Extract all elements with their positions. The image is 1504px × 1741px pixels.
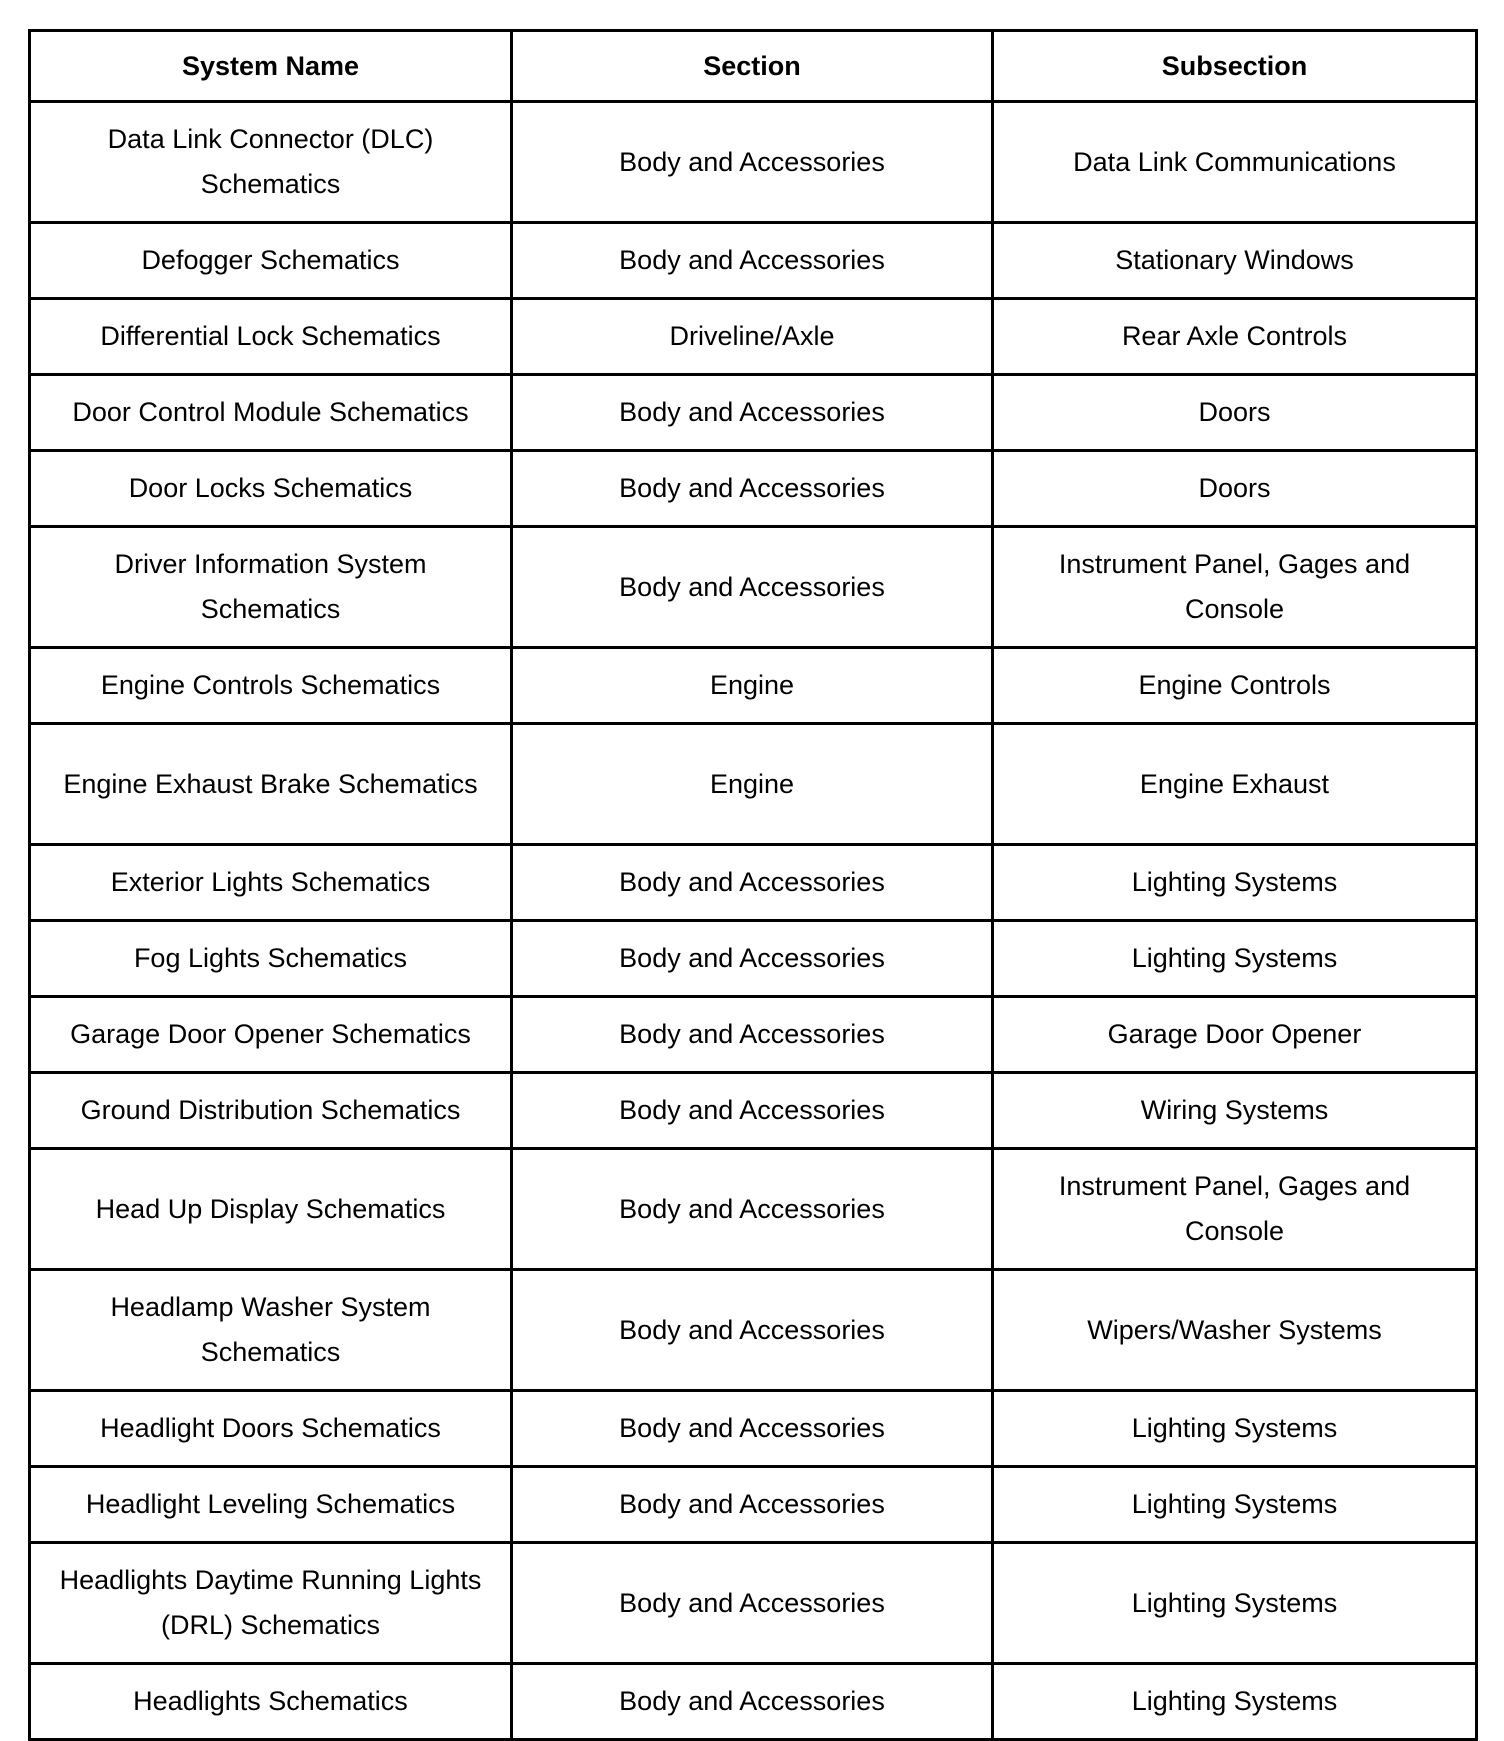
cell-subsection: Doors (993, 451, 1477, 527)
cell-section: Body and Accessories (512, 1664, 993, 1740)
cell-section: Body and Accessories (512, 1270, 993, 1391)
cell-subsection: Engine Exhaust (993, 724, 1477, 845)
table-row (30, 1467, 1477, 1543)
cell-subsection: Doors (993, 375, 1477, 451)
table-row (30, 648, 1477, 724)
cell-section: Body and Accessories (512, 1149, 993, 1270)
cell-section: Body and Accessories (512, 451, 993, 527)
cell-system-name: Head Up Display Schematics (30, 1149, 512, 1270)
cell-subsection: Instrument Panel, Gages and Console (993, 527, 1477, 648)
cell-subsection: Stationary Windows (993, 223, 1477, 299)
cell-section: Engine (512, 724, 993, 845)
table-body (30, 102, 1477, 1740)
cell-section: Body and Accessories (512, 1543, 993, 1664)
cell-section: Driveline/Axle (512, 299, 993, 375)
cell-system-name: Ground Distribution Schematics (30, 1073, 512, 1149)
cell-subsection: Wiring Systems (993, 1073, 1477, 1149)
table-row (30, 921, 1477, 997)
table-header (30, 31, 1477, 102)
cell-system-name: Driver Information System Schematics (30, 527, 512, 648)
cell-section: Body and Accessories (512, 102, 993, 223)
cell-subsection: Garage Door Opener (993, 997, 1477, 1073)
cell-system-name: Headlight Leveling Schematics (30, 1467, 512, 1543)
cell-section: Body and Accessories (512, 527, 993, 648)
cell-system-name: Door Control Module Schematics (30, 375, 512, 451)
cell-section: Body and Accessories (512, 1391, 993, 1467)
table-row (30, 1391, 1477, 1467)
cell-system-name: Headlamp Washer System Schematics (30, 1270, 512, 1391)
cell-subsection: Lighting Systems (993, 1543, 1477, 1664)
cell-section: Body and Accessories (512, 845, 993, 921)
header-subsection: Subsection (993, 31, 1477, 102)
cell-subsection: Lighting Systems (993, 845, 1477, 921)
cell-system-name: Engine Exhaust Brake Schematics (30, 724, 512, 845)
table-row (30, 451, 1477, 527)
cell-system-name: Differential Lock Schematics (30, 299, 512, 375)
header-system-name: System Name (30, 31, 512, 102)
cell-system-name: Engine Controls Schematics (30, 648, 512, 724)
cell-section: Body and Accessories (512, 997, 993, 1073)
cell-system-name: Door Locks Schematics (30, 451, 512, 527)
table-row (30, 375, 1477, 451)
cell-subsection: Wipers/Washer Systems (993, 1270, 1477, 1391)
table-row (30, 223, 1477, 299)
table-row (30, 527, 1477, 648)
table-row (30, 1543, 1477, 1664)
cell-system-name: Headlight Doors Schematics (30, 1391, 512, 1467)
schematics-table (28, 29, 1478, 1741)
cell-system-name: Fog Lights Schematics (30, 921, 512, 997)
table-row (30, 102, 1477, 223)
table-row (30, 1149, 1477, 1270)
cell-section: Body and Accessories (512, 1073, 993, 1149)
cell-subsection: Lighting Systems (993, 1391, 1477, 1467)
cell-section: Body and Accessories (512, 1467, 993, 1543)
cell-subsection: Instrument Panel, Gages and Console (993, 1149, 1477, 1270)
table-row (30, 1270, 1477, 1391)
cell-subsection: Rear Axle Controls (993, 299, 1477, 375)
table-row (30, 1073, 1477, 1149)
cell-subsection: Data Link Communications (993, 102, 1477, 223)
cell-system-name: Defogger Schematics (30, 223, 512, 299)
cell-section: Engine (512, 648, 993, 724)
cell-system-name: Garage Door Opener Schematics (30, 997, 512, 1073)
header-row (30, 31, 1477, 102)
table-row (30, 845, 1477, 921)
cell-subsection: Lighting Systems (993, 921, 1477, 997)
cell-subsection: Lighting Systems (993, 1664, 1477, 1740)
table-row (30, 724, 1477, 845)
cell-system-name: Headlights Daytime Running Lights (DRL) Schematics (30, 1543, 512, 1664)
table-row (30, 997, 1477, 1073)
cell-section: Body and Accessories (512, 921, 993, 997)
cell-subsection: Engine Controls (993, 648, 1477, 724)
cell-section: Body and Accessories (512, 375, 993, 451)
table-row (30, 299, 1477, 375)
cell-system-name: Data Link Connector (DLC) Schematics (30, 102, 512, 223)
cell-subsection: Lighting Systems (993, 1467, 1477, 1543)
header-section: Section (512, 31, 993, 102)
cell-section: Body and Accessories (512, 223, 993, 299)
cell-system-name: Headlights Schematics (30, 1664, 512, 1740)
cell-system-name: Exterior Lights Schematics (30, 845, 512, 921)
table-row (30, 1664, 1477, 1740)
